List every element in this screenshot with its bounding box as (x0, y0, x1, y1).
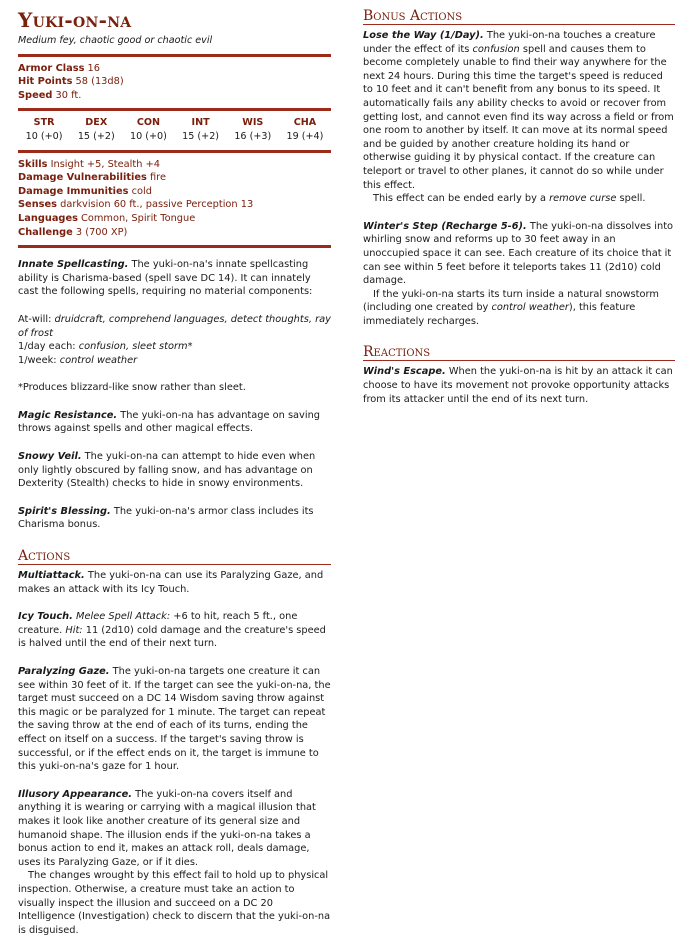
bonus-winters-step: Winter's Step (Recharge 5-6). The yuki-on-na dissolves into whirling snow and reforms up to 30 feet away in an unoccupied space it can see. Each creature of its choice that it can see within 5 feet before it teleports takes 11 (2d10) cold damage. (363, 220, 674, 287)
skills-line: Skills Insight +5, Stealth +4 (18, 158, 161, 170)
trait-innate-spellcasting: Innate Spellcasting. The yuki-on-na's innate spellcasting ability is Charisma-based (spell save DC 14). It can innately cast the following spells, requiring no material components: (18, 259, 313, 298)
action-multiattack: Multiattack. The yuki-on-na can use its Paralyzing Gaze, and makes an attack with its Icy Touch. (18, 570, 324, 595)
ability-con: CON 10 (+0) (129, 117, 167, 142)
armor-class-line: Armor Class 16 (18, 62, 101, 74)
divider-rule (18, 108, 331, 111)
ability-scores (18, 116, 331, 143)
spell-footnote: *Produces blizzard-like snow rather than sleet. (18, 382, 246, 394)
action-paralyzing-gaze: Paralyzing Gaze. The yuki-on-na targets one creature it can see within 30 feet of it. If the target can see the yuki-on-na, the target must succeed on a DC 14 Wisdom saving throw against this magic or be paralyzed for 1 minute. The target can repeat the saving throw at the end of each of its turns, ending the effect on itself on a success. If the target's saving throw is successful, or if the effect ends on it, the target is immune to this yuki-on-na's gaze for 1 hour. (18, 666, 331, 773)
trait-magic-resistance: Magic Resistance. The yuki-on-na has advantage on saving throws against spells and other magical effects. (18, 409, 320, 435)
actions-heading: Actions (18, 548, 331, 565)
challenge-line: Challenge 3 (700 XP) (18, 226, 128, 238)
reaction-winds-escape: Wind's Escape. When the yuki-on-na is hit by an attack it can choose to have its movement not provoke opportunity attacks from its attacker until the end of its next turn. (363, 366, 673, 405)
trait-spirits-blessing: Spirit's Blessing. The yuki-on-na's armor class includes its Charisma bonus. (18, 505, 314, 531)
action-illusory-appearance: Illusory Appearance. The yuki-on-na covers itself and anything it is wearing or carrying with a magical illusion that makes it look like another creature of its general size and humanoid shape. The illusion ends if the yuki-on-na takes a bonus action to end it, makes an attack roll, deals damage, uses its Paralyzing Gaze, or if it dies. (18, 788, 316, 868)
bonus-actions-heading: Bonus Actions (363, 8, 675, 25)
divider-rule (18, 150, 331, 153)
hit-points-line: Hit Points 58 (13d8) (18, 76, 124, 88)
senses-line: Senses darkvision 60 ft., passive Perception 13 (18, 199, 254, 211)
creature-name: Yuki-on-na (18, 8, 132, 32)
trait-snowy-veil: Snowy Veil. The yuki-on-na can attempt to hide even when only lightly obscured by falling snow, and has advantage on Dexterity (Stealth) checks to hide in snowy environments. (18, 451, 316, 490)
bonus-winters-step-cont: If the yuki-on-na starts its turn inside a natural snowstorm (including one created by control weather), this feature immediately recharges. (363, 288, 659, 327)
creature-meta: Medium fey, chaotic good or chaotic evil (18, 35, 213, 46)
spell-per-day: 1/day each: confusion, sleet storm* (18, 341, 193, 353)
ability-str: STR 10 (+0) (25, 117, 63, 142)
speed-line: Speed 30 ft. (18, 89, 82, 101)
bonus-lose-the-way-cont: This effect can be ended early by a remove curse spell. (373, 193, 646, 205)
immunities-line: Damage Immunities cold (18, 185, 152, 197)
ability-cha: CHA 19 (+4) (286, 117, 324, 142)
ability-wis: WIS 16 (+3) (234, 117, 272, 142)
reactions-heading: Reactions (363, 344, 675, 361)
action-illusory-appearance-cont: The changes wrought by this effect fail to hold up to physical inspection. Otherwise, a creature must take an action to visually inspect the illusion and succeed on a DC 20 Intelligence (Investigation) check to discern that the yuki-on-na is disguised. (18, 870, 331, 936)
divider-rule (18, 245, 331, 248)
right-column (363, 8, 675, 420)
divider-rule (18, 54, 331, 57)
left-column (18, 8, 331, 951)
spell-at-will: At-will: druidcraft, comprehend languages, detect thoughts, ray of frost (18, 313, 331, 339)
ability-dex: DEX 15 (+2) (77, 117, 115, 142)
languages-line: Languages Common, Spirit Tongue (18, 212, 196, 224)
vulnerabilities-line: Damage Vulnerabilities fire (18, 172, 167, 184)
ability-int: INT 15 (+2) (182, 117, 220, 142)
spell-per-week: 1/week: control weather (18, 354, 138, 366)
action-icy-touch: Icy Touch. Melee Spell Attack: +6 to hit, reach 5 ft., one creature. Hit: 11 (2d10) cold damage and the creature's speed is halved until the end of their next turn. (18, 611, 326, 650)
bonus-lose-the-way: Lose the Way (1/Day). The yuki-on-na touches a creature under the effect of its confusion spell and causes them to become completely unable to find their way anywhere for the next 24 hours. During this time the target's speed is reduced to 10 feet and it can't benefit from any bonus to its speed. It automatically fails any ability checks to avoid or recover from getting lost, and cannot even find its way across a field or from one room to another by itself. It can move at its normal speed and be guided by another creature holding its hand or otherwise guiding it by physical contact. If the creature can teleport or travel to other planes, it cannot do so while under this effect. (363, 30, 674, 191)
